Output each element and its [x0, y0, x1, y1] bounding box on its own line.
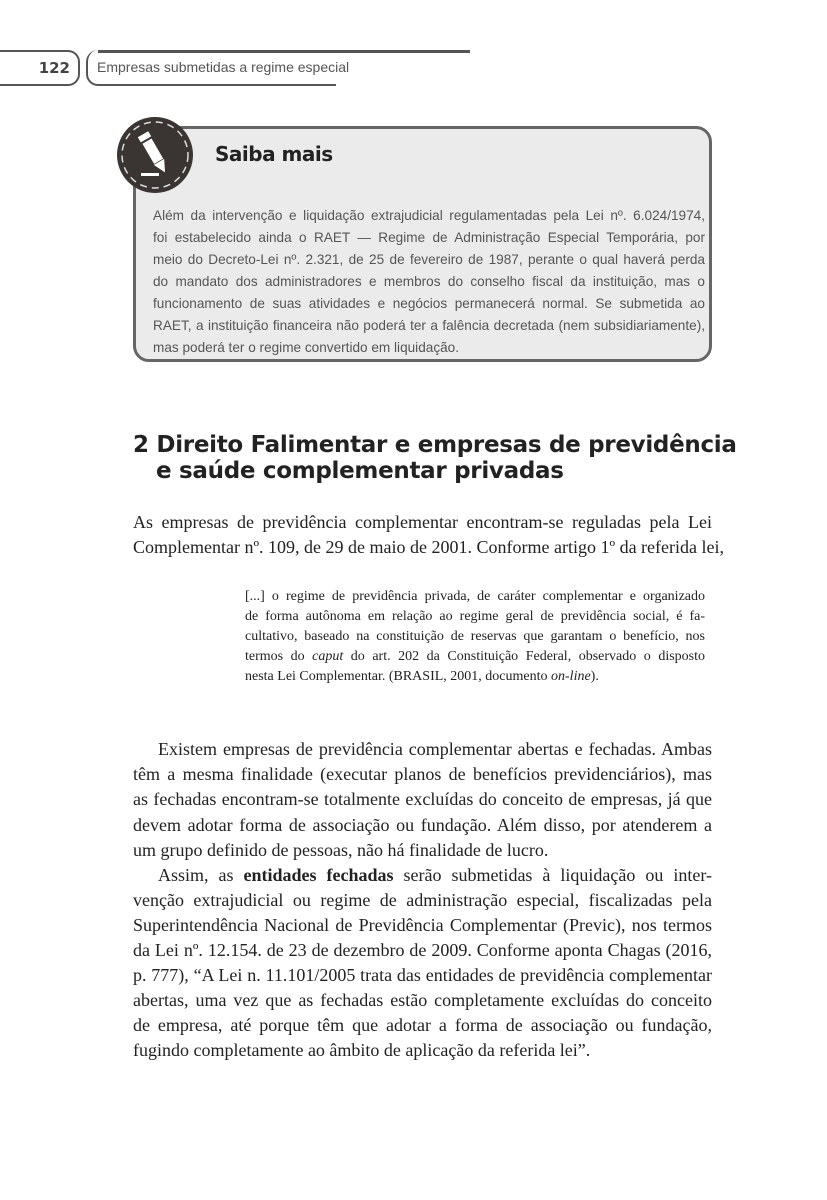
paragraph-line	[158, 865, 712, 886]
paragraph-line: têm a mesma finalidade (executar planos de benefícios previdenciários), mas	[133, 764, 712, 784]
paragraph-line: Existem empresas de previdência complementar abertas e fechadas. Ambas	[158, 739, 712, 759]
quote-italic: caput	[312, 649, 344, 664]
box-text-line: meio do Decreto-Lei nº. 2.321, de 25 de fevereiro de 1987, perante o qual haverá perda	[153, 252, 705, 267]
paragraph-line: Superintendência Nacional de Previdência Complementar (Previc), nos termos	[133, 915, 712, 935]
quote-text: ).	[590, 669, 599, 684]
chapter-title: Empresas submetidas a regime especial	[97, 59, 350, 75]
quote-line	[245, 669, 705, 685]
quote-text: termos do	[245, 649, 313, 664]
paragraph-line: As empresas de previdência complementar encontram-se reguladas pela Lei	[133, 512, 712, 532]
section-heading: 2 Direito Falimentar e empresas de previdência	[133, 432, 737, 458]
paragraph-bold: entidades fechadas	[243, 865, 394, 885]
paragraph-line: um grupo definido de pessoas, não há finalidade de lucro.	[133, 840, 549, 860]
quote-text: nesta Lei Complementar. (BRASIL, 2001, documento	[245, 669, 552, 684]
paragraph-line: as fechadas encontram-se totalmente excluídas do conceito de empresas, já que	[133, 789, 712, 809]
paragraph-line: fugindo completamente ao âmbito de aplicação da referida lei”.	[133, 1040, 591, 1060]
paragraph-line: da Lei nº. 12.154. de 23 de dezembro de 2009. Conforme aponta Chagas (2016,	[133, 940, 712, 960]
paragraph-line: devem adotar forma de associação ou fundação. Além disso, por atenderem a	[133, 815, 712, 835]
pencil-icon	[117, 117, 193, 193]
quote-line: [...] o regime de previdência privada, de caráter complementar e organizado	[245, 589, 705, 604]
box-text-line: Além da intervenção e liquidação extrajudicial regulamentadas pela Lei nº. 6.024/1974,	[153, 208, 705, 223]
quote-text: do art. 202 da Constituição Federal, observado o disposto	[343, 649, 705, 664]
box-text-line: mas poderá ter o regime convertido em liquidação.	[153, 340, 460, 355]
box-text-line: do mandato dos administradores e membros do conselho fiscal da instituição, mas o	[153, 274, 705, 289]
quote-italic: on-line	[551, 669, 591, 684]
section-heading-cont: e saúde complementar privadas	[156, 458, 564, 484]
quote-line: de forma autônoma em relação ao regime geral de previdência social, é fa-	[245, 609, 705, 624]
paragraph-text: Assim, as	[158, 865, 244, 885]
paragraph-line: de empresa, até porque têm que adotar a forma de associação ou fundação,	[133, 1015, 712, 1035]
saiba-mais-title: Saiba mais	[215, 142, 333, 166]
paragraph-line: abertas, uma vez que as fechadas estão completamente excluídas do conceito	[133, 990, 712, 1010]
paragraph-line: p. 777), “A Lei n. 11.101/2005 trata das entidades de previdência complementar	[133, 965, 712, 985]
page-number-box	[0, 50, 80, 86]
paragraph-line: Complementar nº. 109, de 29 de maio de 2001. Conforme artigo 1º da referida lei,	[133, 537, 724, 557]
header-rule	[98, 50, 470, 53]
box-text-line: funcionamento de suas atividades e negócios permanecerá normal. Se submetida ao	[153, 296, 705, 311]
quote-line: cultativo, baseado na constituição de reservas que garantam o benefício, nos	[245, 629, 705, 644]
box-text-line: foi estabelecido ainda o RAET — Regime de Administração Especial Temporária, por	[153, 230, 705, 245]
box-text-line: RAET, a instituição financeira não poderá ter a falência decretada (nem subsidiariamente),	[153, 318, 705, 333]
chapter-title-box	[86, 50, 350, 86]
paragraph-line: venção extrajudicial ou regime de administração especial, fiscalizadas pela	[133, 890, 712, 910]
quote-line	[245, 649, 705, 665]
page-number: 122	[38, 59, 70, 77]
paragraph-text: serão submetidas à liquidação ou inter-	[393, 865, 712, 885]
